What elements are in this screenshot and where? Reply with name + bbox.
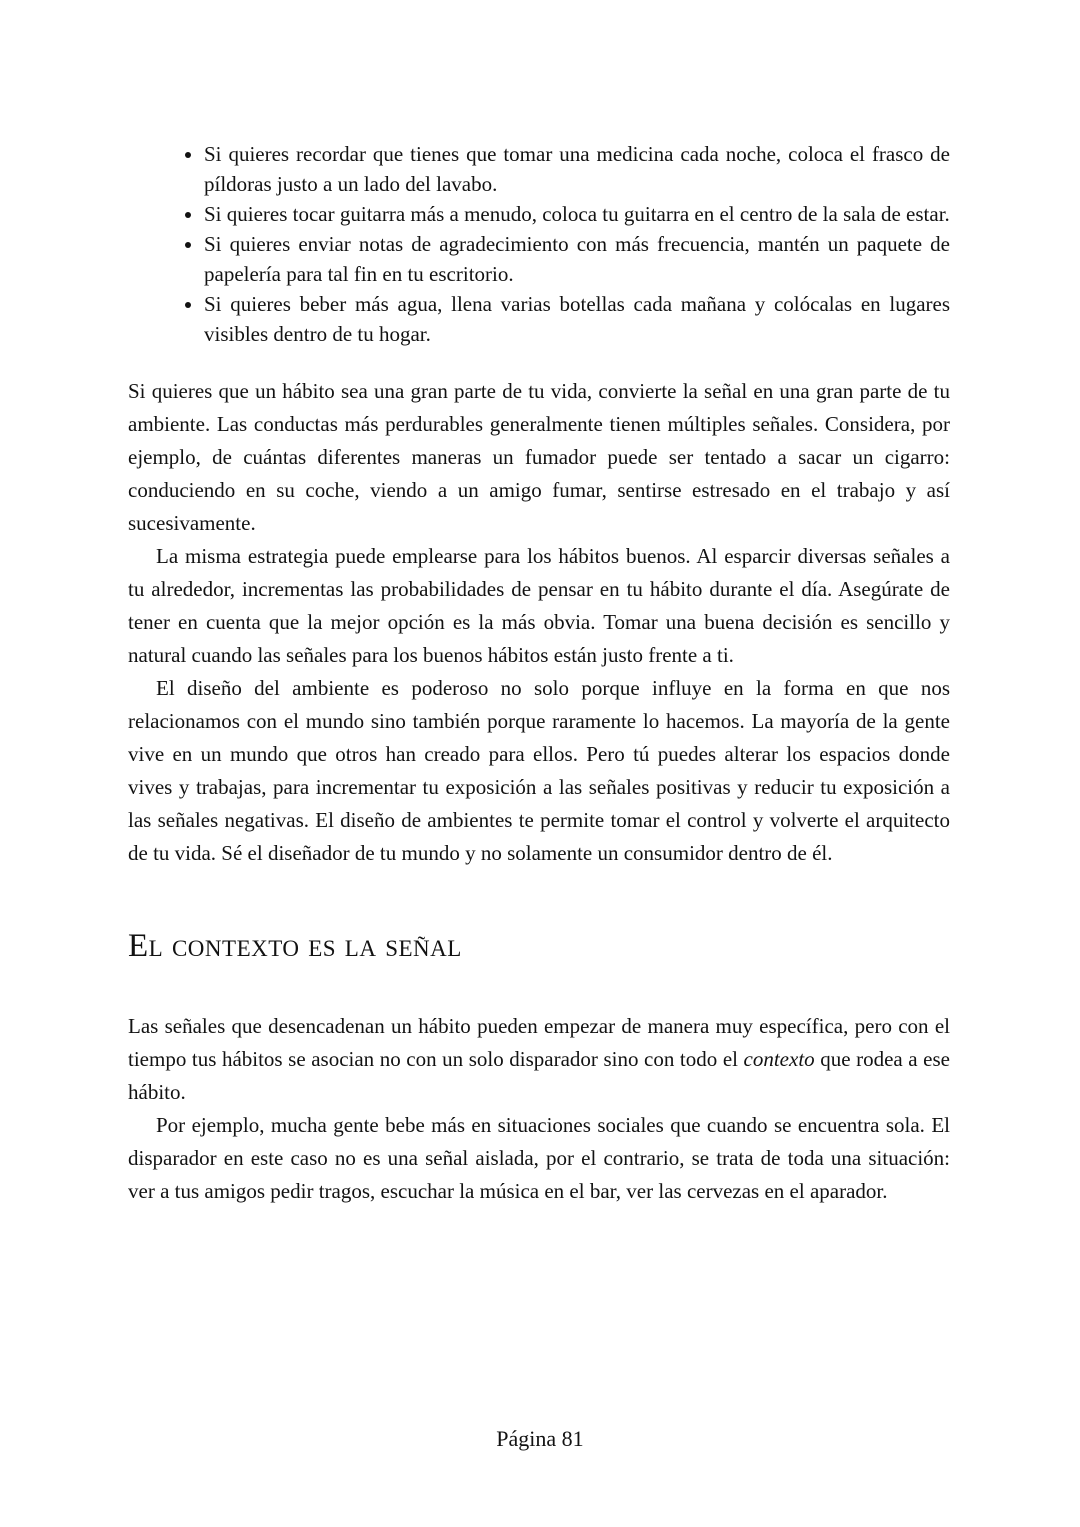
body-paragraph: La misma estrategia puede emplearse para los hábitos buenos. Al esparcir diversas señales a tu alrededor, incrementas las probabilidades de pensar en tu hábito durante el día. Asegúrate de tener en cuenta que la mejor opción es la más obvia. Tomar una buena decisión es sencillo y natural cuando las señales para los buenos hábitos están justo frente a ti.	[128, 544, 950, 667]
bullet-list-item: • Si quieres enviar notas de agradecimiento con más frecuencia, mantén un paquete de papelería para tal fin en tu escritorio.	[204, 229, 950, 289]
page-number: Página 81	[496, 1426, 584, 1451]
cue-examples-bullet-list	[128, 139, 950, 349]
body-paragraph: Por ejemplo, mucha gente bebe más en situaciones sociales que cuando se encuentra sola. El disparador en este caso no es una señal aislada, por el contrario, se trata de toda una situación: ver a tus amigos pedir tragos, escuchar la música en el bar, ver las cervezas en el aparador.	[128, 1113, 950, 1203]
bullet-list-item: • Si quieres tocar guitarra más a menudo, coloca tu guitarra en el centro de la sala de estar.	[204, 199, 950, 229]
paragraphs-before-heading	[128, 375, 950, 870]
bullet-list-item: • Si quieres beber más agua, llena varias botellas cada mañana y colócalas en lugares visibles dentro de tu hogar.	[204, 289, 950, 349]
body-paragraph: El diseño del ambiente es poderoso no solo porque influye en la forma en que nos relacionamos con el mundo sino también porque raramente lo hacemos. La mayoría de la gente vive en un mundo que otros han creado para ellos. Pero tú puedes alterar los espacios donde vives y trabajas, para incrementar tu exposición a las señales positivas y reducir tu exposición a las señales negativas. El diseño de ambientes te permite tomar el control y volverte el arquitecto de tu vida. Sé el diseñador de tu mundo y no solamente un consumidor dentro de él.	[128, 676, 950, 865]
bullet-list-item: • Si quieres recordar que tienes que tomar una medicina cada noche, coloca el frasco de píldoras justo a un lado del lavabo.	[204, 139, 950, 199]
page-content	[128, 139, 950, 1208]
section-heading: El contexto es la señal	[128, 928, 462, 964]
paragraphs-after-heading	[128, 1010, 950, 1208]
body-paragraph: Las señales que desencadenan un hábito pueden empezar de manera muy específica, pero con el tiempo tus hábitos se asocian no con un solo disparador sino con todo el contexto que rodea a ese hábito.	[128, 1014, 950, 1104]
body-paragraph: Si quieres que un hábito sea una gran parte de tu vida, convierte la señal en una gran parte de tu ambiente. Las conductas más perdurables generalmente tienen múltiples señales. Considera, por ejemplo, de cuántas diferentes maneras un fumador puede ser tentado a sacar un cigarro: conduciendo en su coche, viendo a un amigo fumar, sentirse estresado en el trabajo y así sucesivamente.	[128, 379, 950, 535]
italic-text: contexto	[743, 1047, 815, 1071]
